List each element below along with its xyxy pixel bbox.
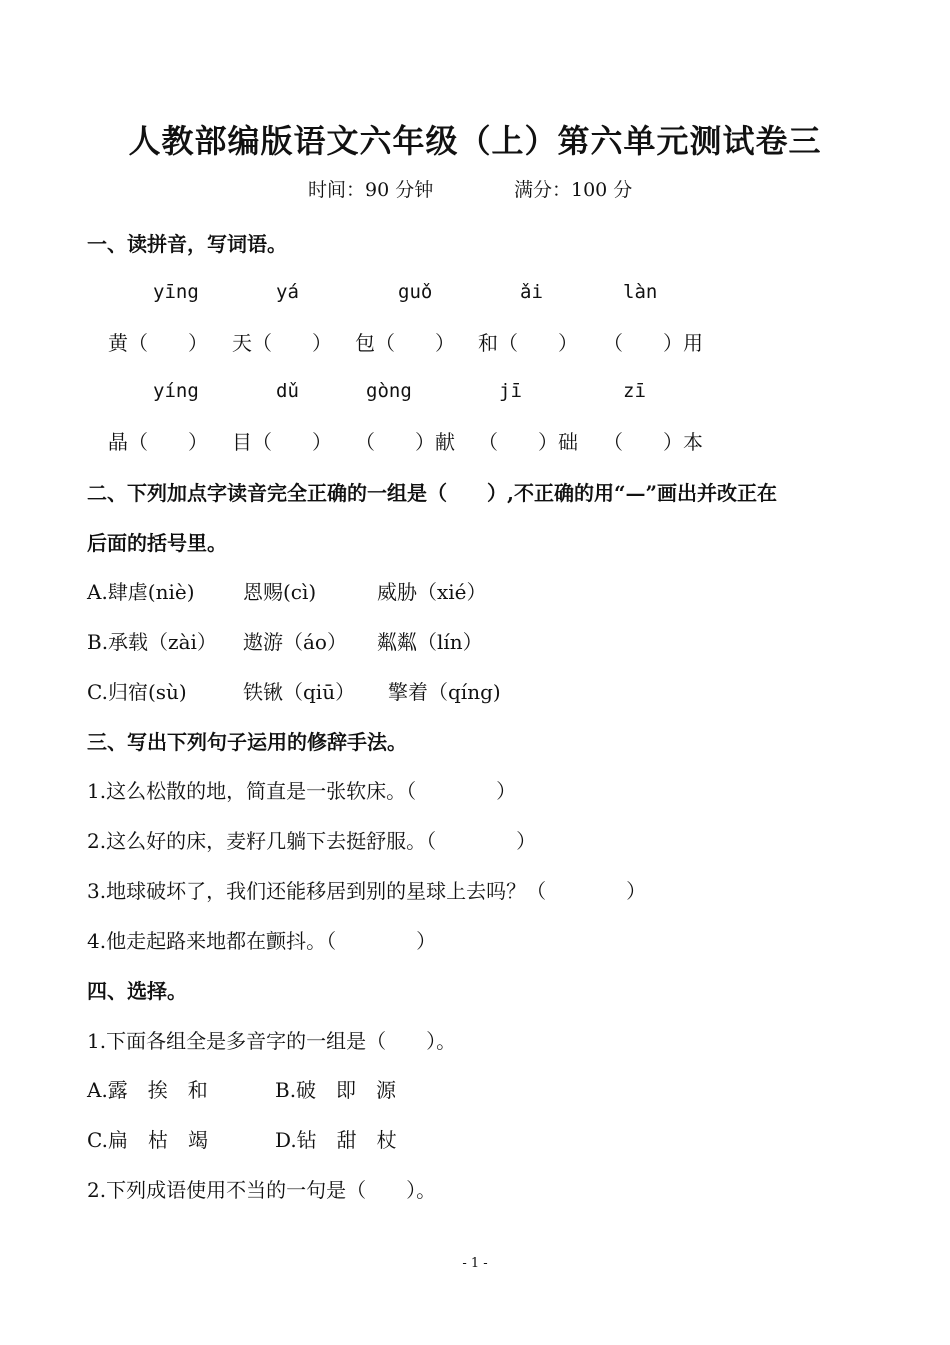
sentence-1: 1.这么松散的地，简直是一张软床。（ ）: [87, 779, 517, 803]
section-1-heading: 一、读拼音，写词语。: [87, 232, 287, 256]
pinyin-8: gòng: [366, 380, 412, 402]
question-1: 1.下面各组全是多音字的一组是（ ）。: [87, 1029, 457, 1053]
page-number: - 1 -: [462, 1256, 488, 1271]
pinyin-2: yá: [276, 281, 299, 303]
sentence-3: 3.地球破坏了，我们还能移居到别的星球上去吗？（ ）: [87, 879, 647, 903]
section-2-heading-cont: 后面的括号里。: [87, 531, 227, 555]
choice-b: B.破 即 源: [275, 1078, 397, 1102]
question-2: 2.下列成语使用不当的一句是（ ）。: [87, 1178, 437, 1202]
option-b-word-2: 遨游（áo）: [243, 630, 347, 654]
choice-c: C.扁 枯 竭: [87, 1128, 208, 1152]
option-a-word-1: A.肆虐(niè): [87, 580, 195, 604]
pinyin-4: ǎi: [520, 281, 543, 303]
pinyin-5: làn: [623, 281, 658, 303]
time-info: 时间：90 分钟: [308, 179, 434, 201]
word-blank-9: （ ）础: [478, 430, 578, 454]
pinyin-9: jī: [499, 380, 522, 402]
choice-d: D.钻 甜 杖: [275, 1128, 397, 1152]
choice-a: A.露 挨 和: [87, 1078, 208, 1102]
section-3-heading: 三、写出下列句子运用的修辞手法。: [87, 730, 407, 754]
pinyin-10: zī: [623, 380, 646, 402]
section-4-heading: 四、选择。: [87, 979, 187, 1003]
option-a-word-3: 威胁（xié）: [377, 580, 487, 604]
score-info: 满分：100 分: [514, 179, 633, 201]
word-blank-8: （ ）献: [355, 430, 455, 454]
pinyin-7: dǔ: [276, 380, 299, 402]
option-b-word-1: B.承载（zài）: [87, 630, 217, 654]
word-blank-7: 目（ ）: [232, 430, 332, 454]
option-c-word-1: C.归宿(sù): [87, 680, 187, 704]
word-blank-2: 天（ ）: [232, 331, 332, 355]
sentence-4: 4.他走起路来地都在颤抖。（ ）: [87, 929, 437, 953]
word-blank-1: 黄（ ）: [108, 331, 208, 355]
option-c-word-3: 擎着（qíng): [388, 680, 501, 704]
pinyin-6: yíng: [153, 380, 199, 402]
option-b-word-3: 粼粼（lín）: [377, 630, 483, 654]
pinyin-1: yīng: [153, 281, 199, 303]
pinyin-3: guǒ: [398, 281, 433, 303]
word-blank-10: （ ）本: [603, 430, 703, 454]
option-c-word-2: 铁锹（qiū）: [243, 680, 356, 704]
word-blank-6: 晶（ ）: [108, 430, 208, 454]
word-blank-5: （ ）用: [603, 331, 703, 355]
sentence-2: 2.这么好的床，麦籽几躺下去挺舒服。（ ）: [87, 829, 537, 853]
word-blank-3: 包（ ）: [355, 331, 455, 355]
page-title: 人教部编版语文六年级（上）第六单元测试卷三: [128, 122, 822, 160]
section-2-heading: 二、下列加点字读音完全正确的一组是（ ）,不正确的用“—”画出并改正在: [87, 481, 777, 505]
word-blank-4: 和（ ）: [478, 331, 578, 355]
option-a-word-2: 恩赐(cì): [243, 580, 317, 604]
